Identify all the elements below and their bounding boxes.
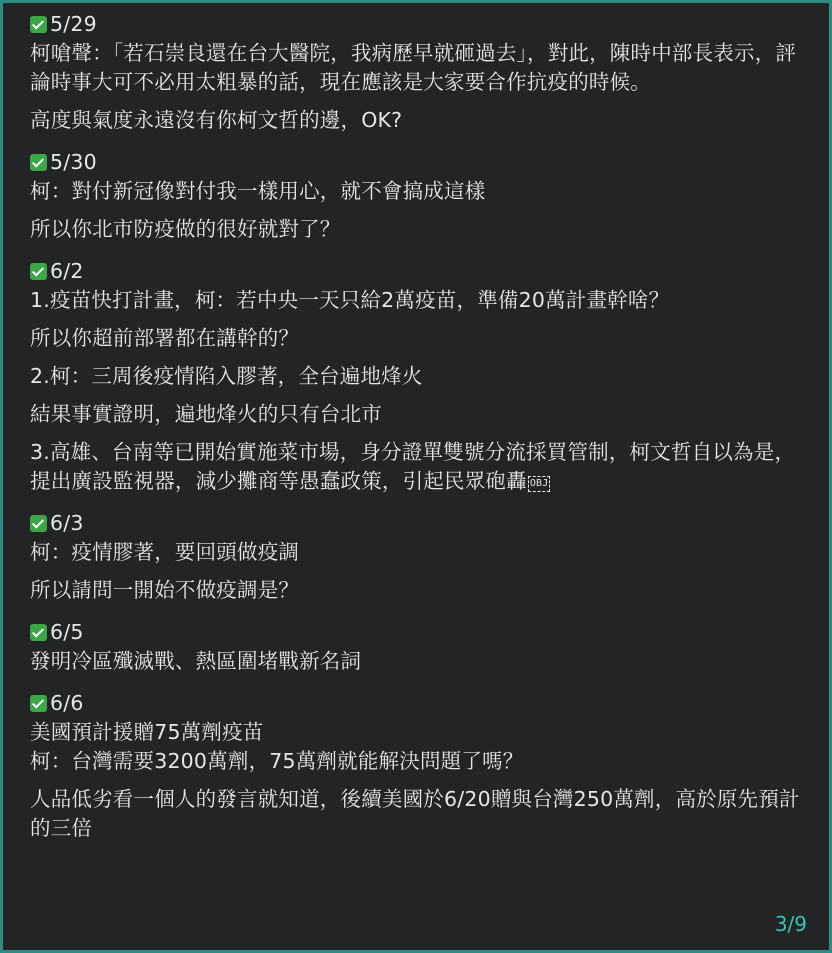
date-heading <box>30 618 811 647</box>
paragraph: 美國預計援贈75萬劑疫苗 <box>30 720 264 744</box>
section-6-2 <box>30 257 811 496</box>
object-replacement-icon: OBJ <box>528 476 551 492</box>
date-label: 6/6 <box>50 691 84 715</box>
check-mark-icon <box>30 515 47 532</box>
date-label: 6/2 <box>50 259 84 283</box>
date-heading <box>30 148 811 177</box>
post-content <box>30 10 811 843</box>
section-6-5 <box>30 618 811 676</box>
paragraph: 所以請問一開始不做疫調是？ <box>30 578 300 602</box>
paragraph: 柯：台灣需要3200萬劑，75萬劑就能解決問題了嗎？ <box>30 749 524 773</box>
page-counter: 3/9 <box>774 912 807 936</box>
paragraph <box>30 438 811 496</box>
date-label: 6/3 <box>50 511 84 535</box>
paragraph: 1.疫苗快打計畫，柯：若中央一天只給2萬疫苗，準備20萬計畫幹啥？ <box>30 288 670 312</box>
section-6-6 <box>30 689 811 843</box>
section-5-30 <box>30 148 811 244</box>
paragraph: 柯：疫情膠著，要回頭做疫調 <box>30 540 300 564</box>
check-mark-icon <box>30 263 47 280</box>
paragraph: 柯嗆聲：「若石崇良還在台大醫院，我病歷早就砸過去」，對此，陳時中部長表示，評論時事大可不必用太粗暴的話，現在應該是大家要合作抗疫的時候。 <box>30 41 797 94</box>
check-mark-icon <box>30 154 47 171</box>
paragraph: 人品低劣看一個人的發言就知道，後續美國於6/20贈與台灣250萬劑，高於原先預計的三倍 <box>30 787 800 840</box>
paragraph: 2.柯：三周後疫情陷入膠著，全台遍地烽火 <box>30 364 423 388</box>
paragraph: 所以你北市防疫做的很好就對了？ <box>30 217 341 241</box>
section-5-29 <box>30 10 811 135</box>
check-mark-icon <box>30 16 47 33</box>
paragraph: 柯：對付新冠像對付我一樣用心，就不會搞成這樣 <box>30 179 486 203</box>
date-label: 5/29 <box>50 12 97 36</box>
date-label: 6/5 <box>50 620 84 644</box>
paragraph: 所以你超前部署都在講幹的？ <box>30 326 300 350</box>
date-heading <box>30 257 811 286</box>
check-mark-icon <box>30 695 47 712</box>
paragraph-text: 3.高雄、台南等已開始實施菜市場，身分證單雙號分流採買管制，柯文哲自以為是，提出廣設監視器，減少攤商等愚蠢政策，引起民眾砲轟 <box>30 440 796 493</box>
paragraph: 結果事實證明，遍地烽火的只有台北市 <box>30 402 382 426</box>
paragraph: 發明冷區殲滅戰、熱區圍堵戰新名詞 <box>30 649 362 673</box>
paragraph: 高度與氣度永遠沒有你柯文哲的邊，OK? <box>30 108 403 132</box>
date-heading <box>30 509 811 538</box>
date-label: 5/30 <box>50 150 97 174</box>
check-mark-icon <box>30 624 47 641</box>
date-heading <box>30 689 811 718</box>
section-6-3 <box>30 509 811 605</box>
date-heading <box>30 10 811 39</box>
